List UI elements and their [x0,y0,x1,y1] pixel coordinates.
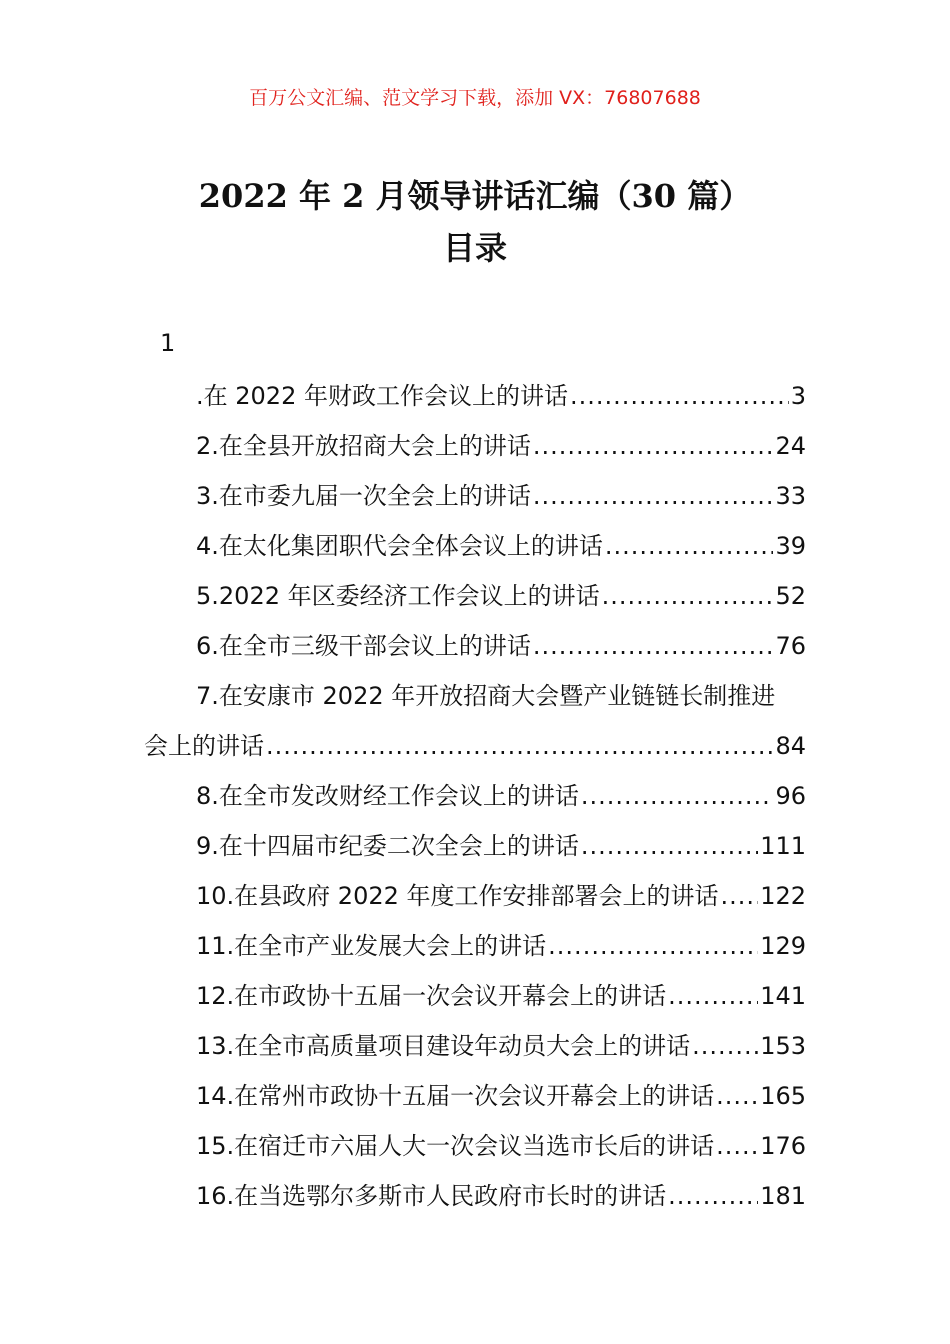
toc-entry-title: 10.在县政府 2022 年度工作安排部署会上的讲话 [196,882,719,910]
toc-entry-title: 6.在全市三级干部会议上的讲话 [196,632,531,660]
toc-entry-page: 39 [775,532,806,560]
toc-entry-title: 4.在太化集团职代会全体会议上的讲话 [196,532,603,560]
toc-entry[interactable] [144,576,806,626]
toc-entry-title: 12.在市政协十五届一次会议开幕会上的讲话 [196,982,667,1010]
toc-entry-page: 52 [775,582,806,610]
toc-entry-title: 13.在全市高质量项目建设年动员大会上的讲话 [196,1032,691,1060]
toc-entry-multiline[interactable] [144,676,806,776]
toc-entry[interactable] [144,626,806,676]
toc-entry-page: 129 [760,932,806,960]
dot-leader [692,1026,758,1066]
toc-entry-title: 8.在全市发改财经工作会议上的讲话 [196,782,579,810]
toc-entry[interactable] [144,1076,806,1126]
toc-entry-page: 141 [760,982,806,1010]
toc-entry-page: 165 [760,1082,806,1110]
toc-entry-title: 15.在宿迁市六届人大一次会议当选市长后的讲话 [196,1132,715,1160]
dot-leader [266,726,773,766]
toc-entry-page: 176 [760,1132,806,1160]
dot-leader [533,476,774,516]
toc-entry-title: 2.在全县开放招商大会上的讲话 [196,432,531,460]
toc-entry-title: 9.在十四届市纪委二次全会上的讲话 [196,832,579,860]
dot-leader [570,376,789,416]
toc-entry-title-line2: 会上的讲话 [144,732,264,760]
dot-leader [548,926,758,966]
toc-entry[interactable] [144,426,806,476]
dot-leader [721,876,759,916]
table-of-contents [144,376,806,1226]
toc-entry-title: 14.在常州市政协十五届一次会议开幕会上的讲话 [196,1082,715,1110]
toc-heading: 目录 [442,229,507,267]
dot-leader [716,1076,758,1116]
dot-leader [602,576,774,616]
toc-entry-page: 24 [775,432,806,460]
toc-entry[interactable] [144,776,806,826]
toc-entry-page: 3 [790,382,806,410]
toc-entry[interactable] [144,1026,806,1076]
toc-entry-page: 153 [760,1032,806,1060]
toc-entry-title: 16.在当选鄂尔多斯市人民政府市长时的讲话 [196,1182,667,1210]
toc-entry[interactable] [144,376,806,426]
dot-leader [581,776,774,816]
toc-entry[interactable] [144,876,806,926]
toc-entry-title: .在 2022 年财政工作会议上的讲话 [196,382,568,410]
toc-entry-title: 11.在全市产业发展大会上的讲话 [196,932,547,960]
dot-leader [716,1126,758,1166]
toc-entry-title: 5.2022 年区委经济工作会议上的讲话 [196,582,600,610]
toc-entry[interactable] [144,1126,806,1176]
toc-entry[interactable] [144,976,806,1026]
toc-entry-page: 181 [760,1182,806,1210]
toc-entry[interactable] [144,826,806,876]
toc-entry-page: 33 [775,482,806,510]
document-title: 2022 年 2 月领导讲话汇编（30 篇） [198,177,752,215]
dot-leader [533,626,774,666]
dot-leader [668,1176,758,1216]
toc-entry-page: 122 [760,882,806,910]
toc-entry-page: 96 [775,782,806,810]
toc-entry-title: 3.在市委九届一次全会上的讲话 [196,482,531,510]
dot-leader [605,526,774,566]
toc-entry-page: 111 [760,832,806,860]
toc-entry[interactable] [144,476,806,526]
toc-entry-title-line1: 7.在安康市 2022 年开放招商大会暨产业链链长制推进 [196,682,776,710]
dot-leader [581,826,758,866]
toc-entry-page: 76 [775,632,806,660]
volume-marker: 1 [160,329,176,357]
toc-entry[interactable] [144,1176,806,1226]
dot-leader [533,426,774,466]
promo-banner: 百万公文汇编、范文学习下载，添加 VX：76807688 [249,87,701,109]
toc-entry[interactable] [144,526,806,576]
toc-entry-page: 84 [775,732,806,760]
toc-entry[interactable] [144,926,806,976]
dot-leader [668,976,758,1016]
